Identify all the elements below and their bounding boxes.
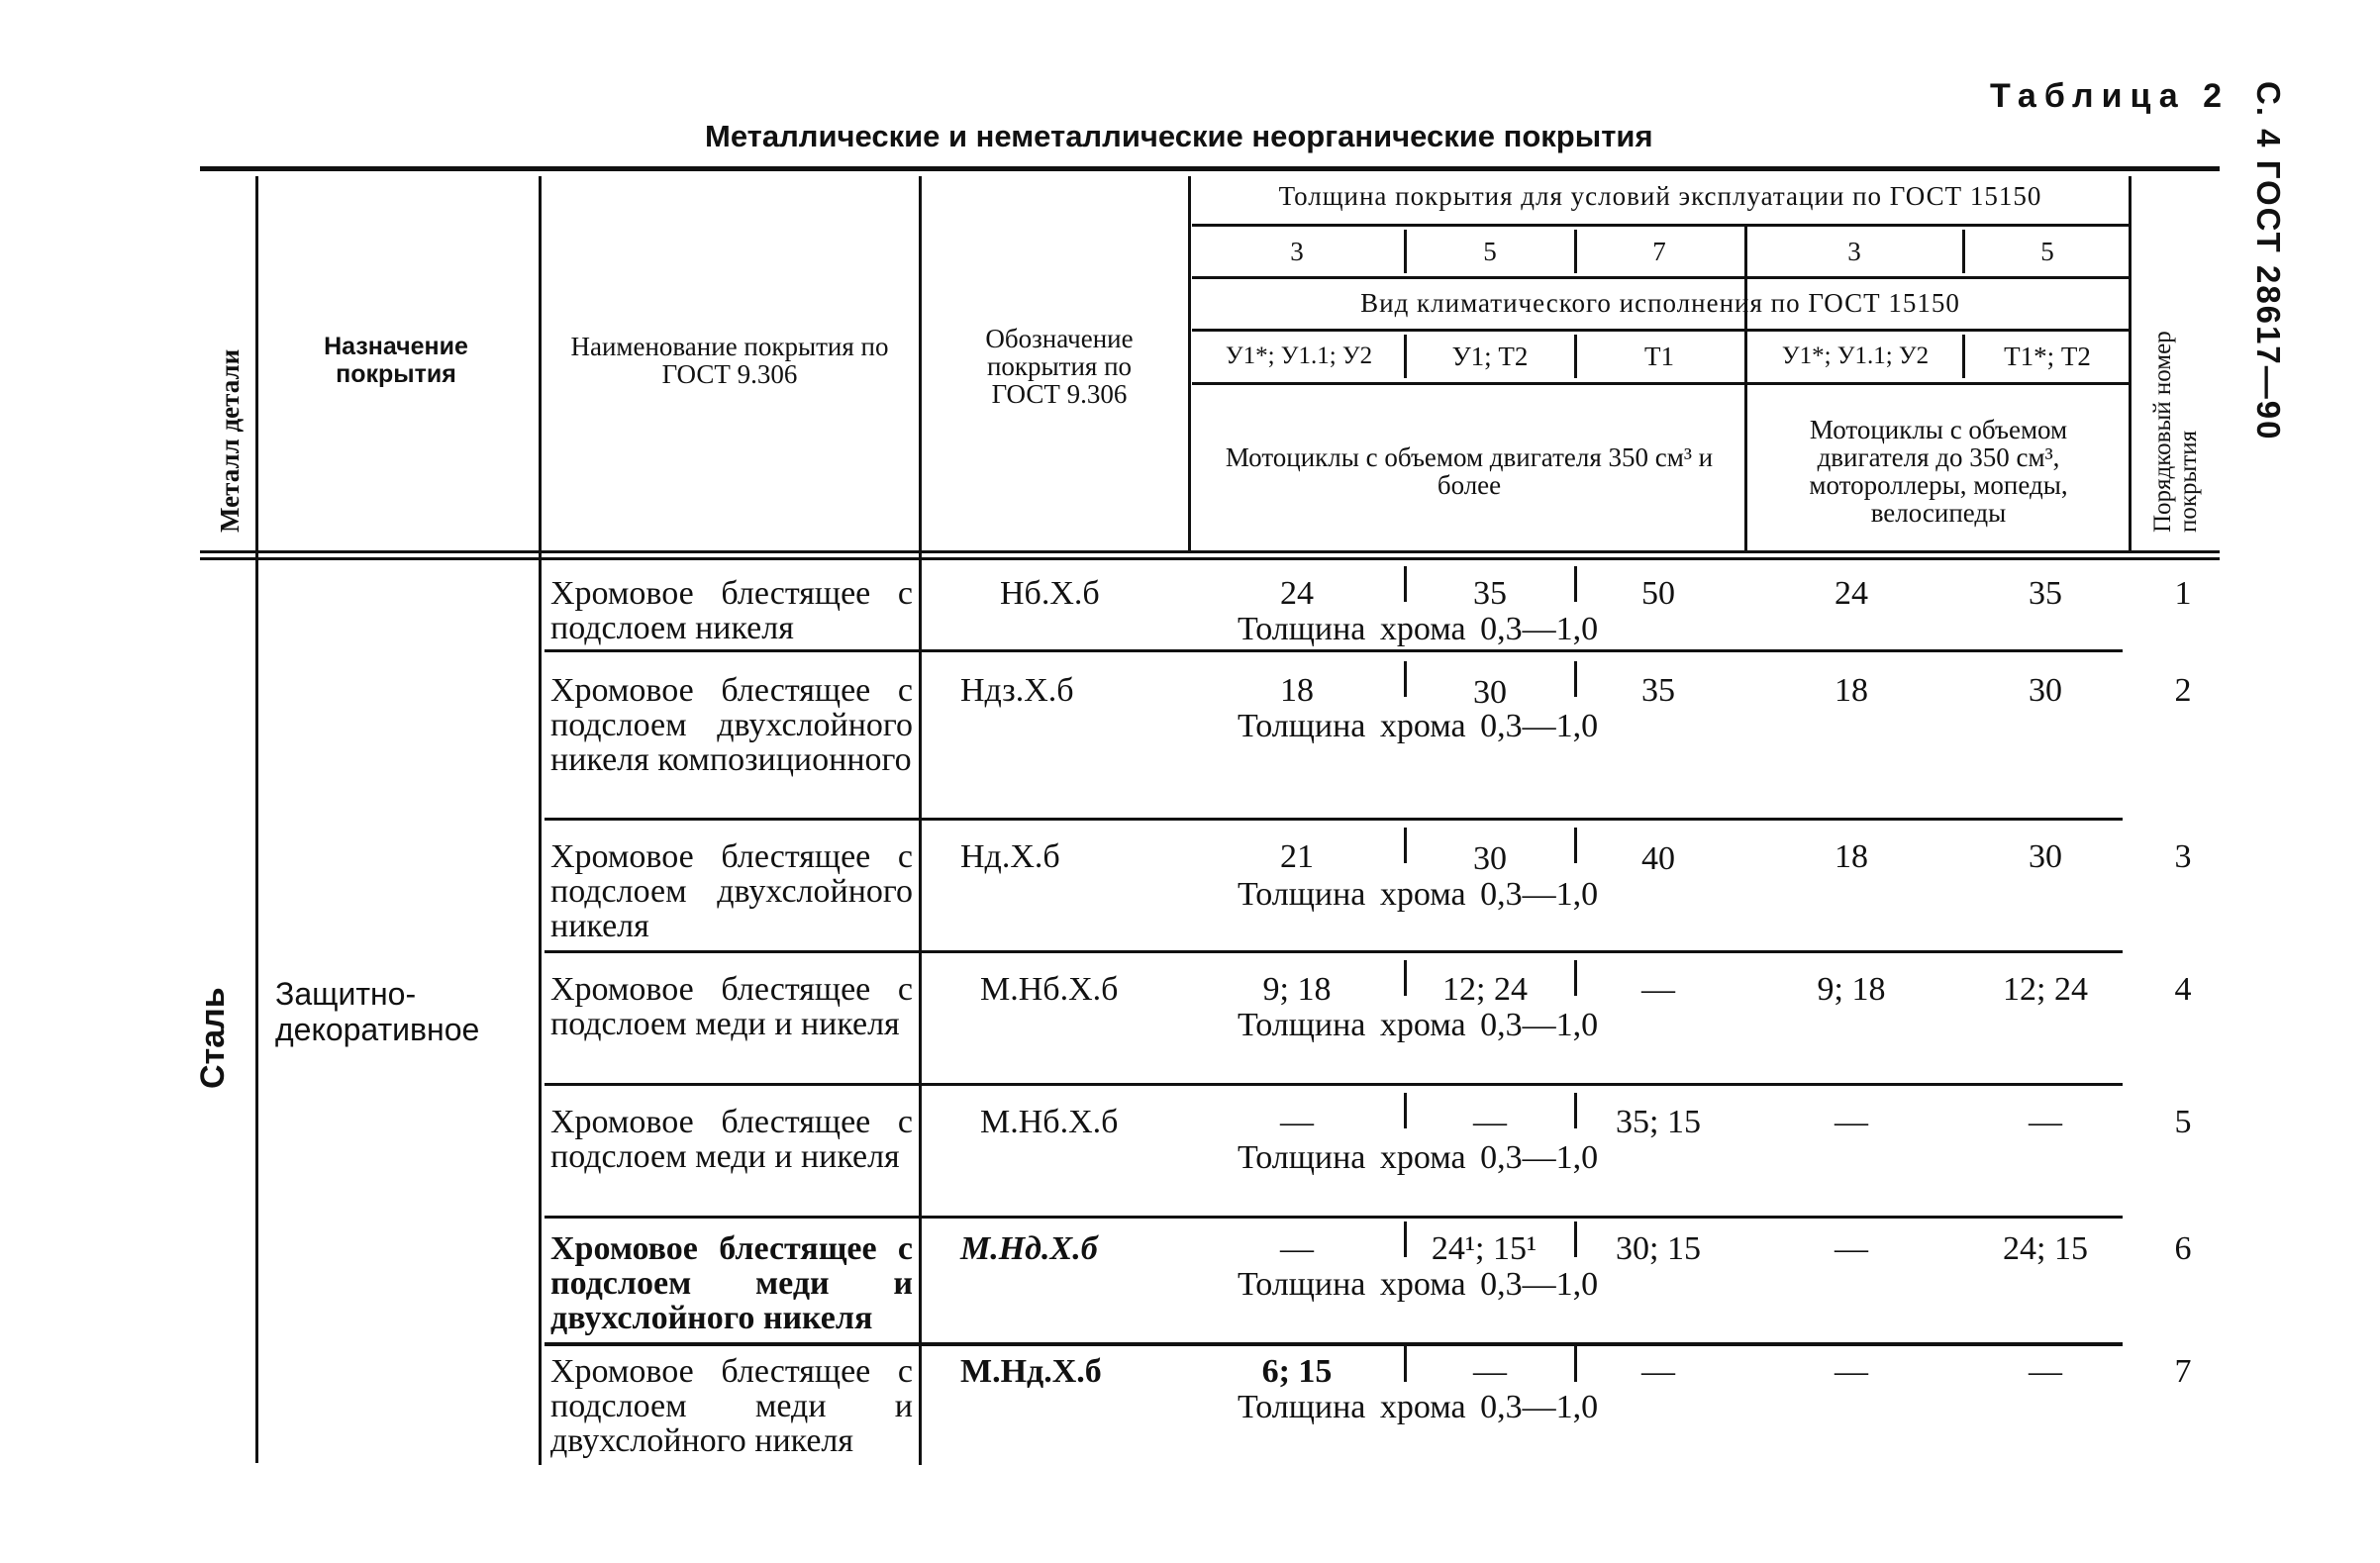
row1-num: 1	[2174, 575, 2192, 612]
cond-5: 5	[2040, 237, 2054, 266]
hdr-rule-c	[1192, 329, 2129, 332]
row6-t3: 30; 15	[1616, 1230, 1701, 1267]
row6-t2: 24¹; 15¹	[1431, 1230, 1537, 1267]
row7-chrome: Толщина хрома 0,3—1,0	[1238, 1389, 1599, 1425]
body-col-line-4	[1188, 560, 1191, 1465]
row3-t2: 30	[1473, 840, 1507, 877]
clim-sep-3	[1962, 335, 1965, 378]
row2-sep-a	[1404, 661, 1407, 697]
row2-m1: 18	[1835, 672, 1868, 709]
row3-chrome: Толщина хрома 0,3—1,0	[1238, 876, 1599, 913]
header-metal: Металл детали	[215, 348, 245, 533]
hdr-rule-b	[1192, 276, 2129, 279]
row7-m2: —	[2029, 1353, 2062, 1390]
col-line-6	[2129, 176, 2132, 550]
row4-num: 4	[2174, 971, 2192, 1008]
row4-name: Хромовое блестящее с подслоем меди и никеля	[550, 971, 913, 1042]
row2-chrome: Толщина хрома 0,3—1,0	[1238, 708, 1599, 744]
row3-sep-a	[1404, 828, 1407, 863]
row4-t3: —	[1641, 971, 1675, 1008]
row1-m1: 24	[1835, 575, 1868, 612]
row5-sep-a	[1404, 1093, 1407, 1128]
col-line-2	[539, 176, 542, 1465]
purpose-value: Защитно-декоративное	[275, 976, 480, 1047]
row7-num: 7	[2174, 1353, 2192, 1390]
row4-sep-a	[1404, 960, 1407, 996]
cond-1: 3	[1290, 237, 1304, 266]
climate-1: У1*; У1.1; У2	[1225, 342, 1373, 369]
row4-t2: 12; 24	[1442, 971, 1528, 1008]
row7-m1: —	[1835, 1353, 1868, 1390]
row5-num: 5	[2174, 1104, 2192, 1140]
row1-designation: Нб.Х.б	[1000, 575, 1100, 612]
row3-designation: Нд.Х.б	[960, 838, 1060, 875]
row1-m2: 35	[2029, 575, 2062, 612]
col-line-1	[255, 176, 258, 1463]
row3-t3: 40	[1641, 840, 1675, 877]
row7-sep-a	[1404, 1346, 1407, 1382]
hdr-rule-d	[1192, 382, 2129, 385]
row3-sep-b	[1574, 828, 1577, 863]
row-sep-2	[545, 818, 2123, 821]
vehicle-group-2: Мотоциклы с объемом двигателя до 350 см³, мотороллеры, мопеды, велосипеды	[1809, 415, 2068, 528]
row5-m2: —	[2029, 1104, 2062, 1140]
header-thickness-group: Толщина покрытия для условий эксплуатации по ГОСТ 15150	[1278, 181, 2042, 211]
row6-m1: —	[1835, 1230, 1868, 1267]
table-top-rule	[200, 166, 2220, 171]
row4-sep-b	[1574, 960, 1577, 996]
row6-sep-a	[1404, 1221, 1407, 1257]
row1-name: Хромовое блестящее с подслоем никеля	[550, 575, 913, 646]
row7-designation: М.Нд.Х.б	[960, 1353, 1102, 1390]
cond-sep-2	[1574, 230, 1577, 273]
row-sep-6	[545, 1342, 2123, 1346]
row3-t1: 21	[1280, 838, 1314, 875]
row-sep-1	[545, 649, 2123, 652]
row1-sep-b	[1574, 566, 1577, 602]
row1-t1: 24	[1280, 575, 1314, 612]
climate-5: Т1*; Т2	[2004, 342, 2091, 371]
clim-sep-2	[1574, 335, 1577, 378]
row2-num: 2	[2174, 672, 2192, 709]
row6-m2: 24; 15	[2003, 1230, 2088, 1267]
row-sep-3	[545, 950, 2123, 953]
table-label: Таблица 2	[1990, 77, 2231, 115]
row4-designation: М.Нб.Х.б	[980, 971, 1119, 1008]
row5-sep-b	[1574, 1093, 1577, 1128]
header-bottom-rule-1	[200, 550, 2220, 553]
climate-3: Т1	[1644, 342, 1674, 371]
col-line-3	[919, 176, 922, 1465]
row7-t3: —	[1641, 1353, 1675, 1390]
climate-2: У1; Т2	[1451, 342, 1529, 371]
side-reference: С. 4 ГОСТ 28617—90	[2250, 81, 2287, 441]
row1-sep-a	[1404, 566, 1407, 602]
table-title: Металлические и неметаллические неорганические покрытия	[705, 119, 1653, 153]
row7-sep-b	[1574, 1346, 1577, 1382]
row6-designation: М.Нд.Х.б	[960, 1230, 1098, 1267]
row3-m2: 30	[2029, 838, 2062, 875]
cond-sep-1	[1404, 230, 1407, 273]
row7-t1: 6; 15	[1261, 1353, 1333, 1390]
row2-t2: 30	[1473, 674, 1507, 711]
row5-t2: —	[1473, 1104, 1507, 1140]
row5-name: Хромовое блестящее с подслоем меди и никеля	[550, 1104, 913, 1175]
cond-3: 7	[1652, 237, 1666, 266]
row7-name: Хромовое блестящее с подслоем меди и двухслойного никеля	[550, 1353, 913, 1459]
body-col-line-5	[1744, 560, 1747, 1465]
row1-t2: 35	[1473, 575, 1507, 612]
header-order-number: Порядковый номер покрытия	[2149, 331, 2202, 533]
header-purpose: Назначение покрытия	[324, 333, 468, 388]
row2-designation: Ндз.Х.б	[960, 672, 1074, 709]
metal-value: Сталь	[194, 987, 232, 1089]
clim-sep-1	[1404, 335, 1407, 378]
hdr-rule-a	[1192, 224, 2129, 227]
row6-chrome: Толщина хрома 0,3—1,0	[1238, 1266, 1599, 1303]
body-col-line-6	[2129, 560, 2132, 1465]
row-sep-4	[545, 1083, 2123, 1086]
vehicle-group-1: Мотоциклы с объемом двигателя 350 см³ и более	[1225, 442, 1714, 500]
header-climate-group: Вид климатического исполнения по ГОСТ 15150	[1360, 288, 1960, 318]
row6-t1: —	[1280, 1230, 1314, 1267]
climate-4: У1*; У1.1; У2	[1781, 342, 1930, 369]
row6-sep-b	[1574, 1221, 1577, 1257]
row7-t2: —	[1473, 1353, 1507, 1390]
row2-m2: 30	[2029, 672, 2062, 709]
row6-num: 6	[2174, 1230, 2192, 1267]
row2-name: Хромовое блестящее с подслоем двухслойного никеля композиционного	[550, 672, 913, 778]
row2-t1: 18	[1280, 672, 1314, 709]
col-line-4	[1188, 176, 1191, 550]
row3-m1: 18	[1835, 838, 1868, 875]
cond-sep-3	[1962, 230, 1965, 273]
header-bottom-rule-2	[200, 557, 2220, 560]
cond-2: 5	[1483, 237, 1497, 266]
row5-m1: —	[1835, 1104, 1868, 1140]
row5-chrome: Толщина хрома 0,3—1,0	[1238, 1139, 1599, 1176]
cond-4: 3	[1847, 237, 1861, 266]
row5-designation: М.Нб.Х.б	[980, 1104, 1119, 1140]
row1-chrome: Толщина хрома 0,3—1,0	[1238, 611, 1599, 647]
row4-chrome: Толщина хрома 0,3—1,0	[1238, 1007, 1599, 1043]
header-designation: Обозначение покрытия по ГОСТ 9.306	[985, 324, 1134, 409]
row2-sep-b	[1574, 661, 1577, 697]
row5-t3: 35; 15	[1616, 1104, 1701, 1140]
row-sep-5	[545, 1216, 2123, 1219]
row4-m1: 9; 18	[1817, 971, 1886, 1008]
col-line-5	[1744, 226, 1747, 550]
row3-name: Хромовое блестящее с подслоем двухслойного никеля	[550, 838, 913, 944]
row4-m2: 12; 24	[2003, 971, 2088, 1008]
row6-name: Хромовое блестящее с подслоем меди и двухслойного никеля	[550, 1230, 913, 1336]
row5-t1: —	[1280, 1104, 1314, 1140]
row4-t1: 9; 18	[1262, 971, 1332, 1008]
row1-t3: 50	[1641, 575, 1675, 612]
header-coating-name: Наименование покрытия по ГОСТ 9.306	[570, 332, 889, 389]
row2-t3: 35	[1641, 672, 1675, 709]
row3-num: 3	[2174, 838, 2192, 875]
